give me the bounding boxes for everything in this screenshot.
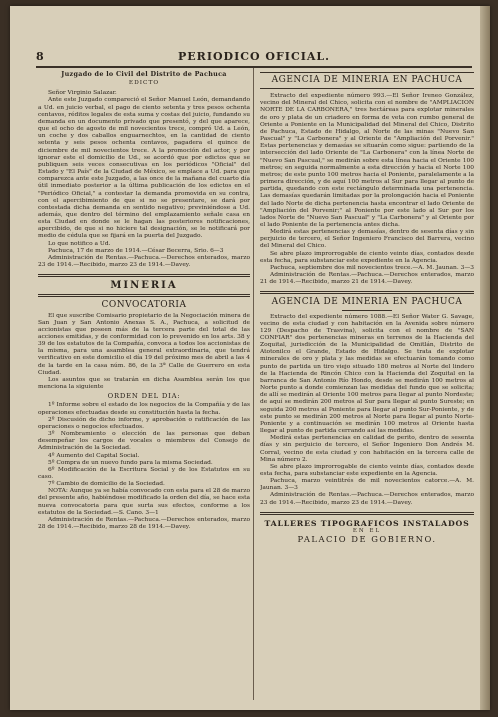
section-rule [260, 512, 474, 515]
page-header [36, 46, 472, 68]
expediente-993-body: Extracto del expediente número 993.—El Señor Ireneo González, vecino del Mineral del Chico, solicita con el nombre de "AMPLIACION NORTE DE LA CARBONERA," tres hectáreas para explotar minerales de oro y plata de un criadero en forma de veta con rumbo general de Oriente a Poniente en la Municipalidad del Mineral del Chico, Distrito de Pachuca, Estado de Hidalgo, al Norte de las minas "Nuevo San Pascual" y "La Carbonera" y al Oriente de "Ampliación del Porvenir." Estas pertenencias y demasías se situarán como sigue: partiendo de la intersección del lado Oriente de "La Carbonera" con la línea Norte de "Nuevo San Pascual," se medirán sobre esta línea hacia el Oriente 100 metros; en seguida normalmente a esta dirección y hacia el Norte 100 metros; de este punto 100 metros hacia el Poniente, paralelamente a la primera dirección, y de aquí 100 metros al Sur para llegar al punto de partida, quedando con este rectángulo determinada una pertenencia. Las demasías quedarán limitadas por la prolongación hacia el Poniente del lado Norte de dicha pertenencia hasta encontrar el lado Oriente de "Ampliación del Porvenir;" al Poniente por este lado al Sur por los lados Norte de "Nuevo San Pascual" y "La Carbonera" y al Oriente por el lado Poniente de la pertenencia antes dicha. [260, 93, 474, 228]
orden-del-dia-heading: ORDEN DEL DIA: [107, 392, 181, 401]
expediente-1088-perito: Medirá estas pertenencias en calidad de perito, dentro de sesenta días y sin perjuicio de tercero, el Señor Ingeniero Don Andrés M. Corral, vecino de esta ciudad y con habitación en la tercera calle de Mina número 2. [260, 435, 474, 463]
mineria-heading: MINERIA [110, 280, 178, 292]
edicto-signature: Pachuca, 17 de marzo de 1914.—César Becerra, Srio. 6—3 [48, 247, 224, 254]
agencia-heading-2: AGENCIA DE MINERIA EN PACHUCA [271, 297, 463, 308]
talleres-line-1: TALLERES TIPOGRAFICOS INSTALADOS [264, 518, 470, 528]
orden-item: 4º Aumento del Capital Social. [48, 452, 140, 459]
orden-item: 7º Cambio de domicilio de la Sociedad. [48, 481, 165, 488]
expediente-993-date: Pachuca, septiembre dos mil novecientos trece.—A. M. Jaunan. 3—3 [270, 264, 474, 271]
juzgado-heading: Juzgado de lo Civil del Distrito de Pachuca [61, 70, 227, 78]
newspaper-page [10, 6, 490, 710]
section-rule [260, 88, 474, 89]
section-rule [260, 291, 474, 294]
right-column [260, 68, 474, 700]
convocatoria-body: El que suscribe Comisario propietario de la Negociación minera de San Juan y San Antonio Anexas S. A., Pachuca, a solicitud de accionistas que poseen más de la tercera parte del total de las acciones emitidas, y de conformidad con lo prevenido en los arts. 38 y 39 de los estatutos de la Compañía, convoca a todos los accionistas de la misma, para una asamblea general extraordinaria, que tendrá verificativo en este domicilio el día 19 del próximo mes de abril a las 4 de la tarde en la casa núm. 86, de la 3ª Calle de Guerrero en esta Ciudad. [38, 312, 250, 376]
orden-item: 6º Modificación de la Escritura Social y de los Estatutos en su caso. [38, 466, 250, 480]
expediente-1088-plazo: Se abre plazo improrrogable de ciento veinte días, contados desde esta fecha, para substanciar este expediente en la Agencia. [260, 463, 474, 477]
newspaper-title: PERIODICO OFICIAL. [178, 49, 330, 63]
edicto-closing: Lo que notifico a Ud. [48, 240, 111, 247]
expediente-993-perito: Medirá estas pertenencias y demasías, dentro de sesenta días y sin perjuicio de tercero, el Señor Ingeniero Francisco del Barrera, vecino del Mineral del Chico. [260, 229, 474, 250]
convocatoria-orden-intro: Los asuntos que se tratarán en dicha Asamblea serán los que menciona la siguiente [38, 376, 250, 391]
expediente-1088-date: Pachuca, marzo veintitrés de mil novecientos catorce.—A. M. Jaunan. 3—3 [260, 478, 474, 492]
expediente-1088-admin: Administración de Rentas.—Pachuca.—Derechos enterados, marzo 23 de 1914.—Recibido, marzo 23 de 1914.—Davey. [260, 492, 474, 506]
edicto-body: Ante este Juzgado compareció el Señor Manuel León, demandando a Ud. en juicio verbal, el pago de ciento setenta y tres pesos ochenta centavos, réditos legales de esta suma y costas del juicio, fundando su demanda en un documento privado que presentó, y del que aparece, que el ocho de agosto de mil novecientos trece, compró Ud. a León, un coche y dos caballos enguarnechtos, en la cantidad de ciento setenta y seis pesos ochenta centavos, pagadera el quince de diciembre de mil novecientos trece. A la promoción del actor, y por ignorar este el domicilio de Ud., se acordó que por edictos que se publiquen seis veces consecutivas en los periódicos "Oficial" del Estado y "El País" de la Ciudad de México, se emplace a Ud. para que comparezca ante este Juzgado, a las once de la mañana del cuarto día útil inmediato posterior a la última publicación de los edictos en el "Periódico Oficial," a contestar la demanda promovida en su contra, con el apercibimiento de que si no se presentare, se dará por contestada dicha demanda en sentido negativo; previniéndose a Ud. además, que dentro del término del emplazamiento señale casa en esta Ciudad en donde se le hagan las posteriores notificaciones, apercibido, de que si no hiciere tal designación, se le notificará por medio de cédula que se fijará en la puerta del Juzgado. [38, 97, 250, 240]
orden-item: 2º Discusión de dicho informe, y aprobación o ratificación de las operaciones o negocios efectuados. [38, 416, 250, 430]
orden-item: 3º Nombramiento o elección de las personas que deban desempeñar los cargos de vocales o miembros del Consejo de Administración de la Sociedad. [38, 431, 250, 452]
talleres-line-3: PALACIO DE GOBIERNO. [297, 534, 437, 545]
page-number: 8 [36, 49, 44, 63]
orden-item: 1º Informe sobre el estado de los negocios de la Compañía y de las operaciones efectuadas desde su constitución hasta la fecha. [38, 402, 250, 416]
convocatoria-nota: NOTA: Aunque ya se había convocado con esta para el 28 de marzo del presente año, habiéndose modificado la orden del día, se hace esta nueva convocatoria para que surta sus efectos, conforme a los estatutos de la Sociedad.—S. Cano. 3—1 [38, 488, 250, 516]
section-rule [38, 294, 250, 297]
expediente-993-plazo: Se abre plazo improrrogable de ciento veinte días, contados desde esta fecha, para substanciar este expediente en la Agencia. [260, 250, 474, 264]
orden-item: 5º Compra de un nuevo fundo para la misma Sociedad. [48, 459, 213, 466]
column-divider [253, 68, 254, 700]
expediente-1088-body: Extracto del expediente número 1088.—El Señor Water G. Savage, vecino de esta ciudad y con habitación en la Avenida sobre número 129 (Despacho de Trasvina), solicita con el nombre de "SAN CONFIAR" dos pertenencias mineras en terrenos de la Hacienda del Zoquital, jurisdicción de la Municipalidad de Omitlán, Distrito de Atotonilco el Grande, Estado de Hidalgo. Se trata de explotar minerales de oro y plata y las medidas se efectuarán tomando como punto de partida un tiro viejo situado 180 metros al Norte del lindero de la Hacienda de Rincón Chico con la Hacienda del Zoquital en la barranca de San Antonio Río Hondo, desde se medirán 100 metros al Norte punto a donde comienzan las medidas del fundo que se solicita; de allí se medirán al Oriente 100 metros para llegar al punto Nordeste; de aquí se medirán 200 metros al Sur para llegar al punto Sureste; en seguida 200 metros al Poniente para llegar al punto Sur-Poniente, y de este punto se medirán 200 metros al Norte para llegar al punto Norte-Poniente y a continuación se medirán 100 metros al Oriente hasta llegar al punto de partida cerrando así las medidas. [260, 313, 474, 435]
agencia-heading-1: AGENCIA DE MINERIA EN PACHUCA [271, 75, 463, 85]
talleres-line-2: EN EL [352, 527, 382, 534]
edicto-admin: Administración de Rentas.—Pachuca.—Derechos enterados, marzo 23 de 1914.—Recibido, marzo 23 de 1914.—Davey. [38, 254, 250, 269]
convocatoria-heading: CONVOCATORIA [101, 300, 187, 311]
section-rule [260, 72, 474, 73]
edicto-label: EDICTO [128, 80, 160, 87]
section-rule [38, 274, 250, 277]
short-rule [342, 310, 392, 311]
expediente-993-admin: Administración de Rentas.—Pachuca.—Derechos enterados, marzo 21 de 1914.—Recibido, marzo 21 de 1914.—Davey. [260, 272, 474, 286]
left-column [38, 68, 250, 700]
edicto-salutation: Señor Virginio Salazar. [48, 90, 117, 97]
page-spine [480, 6, 490, 710]
convocatoria-admin: Administración de Rentas.—Pachuca.—Derechos enterados, marzo 28 de 1914.—Recibido, marzo 28 de 1914.—Davey. [38, 516, 250, 531]
